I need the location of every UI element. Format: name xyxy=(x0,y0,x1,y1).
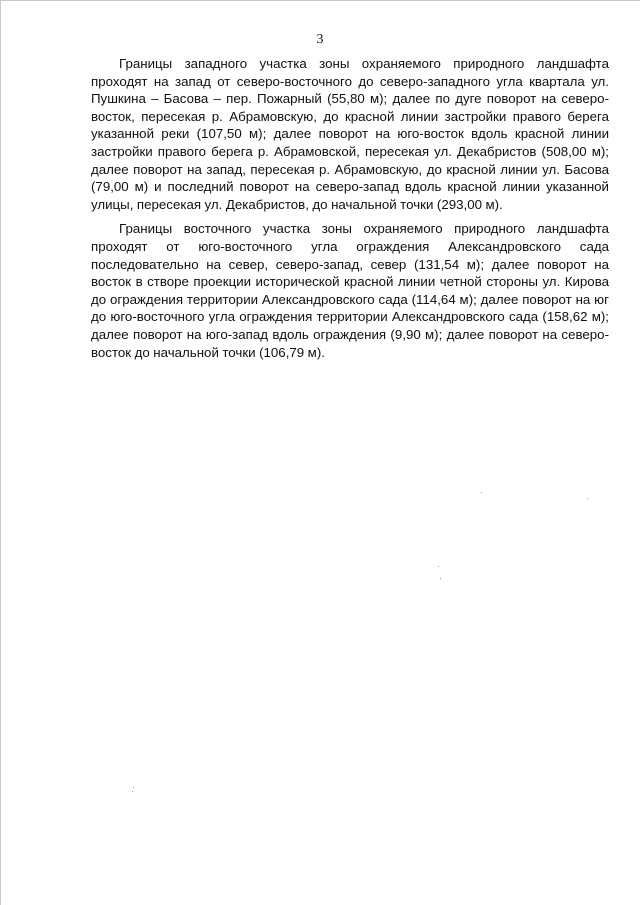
paragraph-eastern-section: Границы восточного участка зоны охраняемого природного ландшафта проходят от юго-восточного угла ограждения Александровского сада последовательно на север, северо-запад, север (131,54 м); далее поворот на восток в створе проекции исторической красной линии четной стороны ул. Кирова до ограждения территории Александровского сада (114,64 м); далее поворот на юг до юго-восточного угла ограждения территории Александровского сада (158,62 м); далее поворот на юго-запад вдоль ограждения (9,90 м); далее поворот на северо-восток до начальной точки (106,79 м). xyxy=(91,221,609,360)
scan-speck xyxy=(440,578,441,579)
scan-speck xyxy=(133,787,134,788)
scan-edge-left xyxy=(0,0,1,905)
scan-speck xyxy=(438,566,439,567)
document-body xyxy=(91,55,609,368)
scan-speck xyxy=(481,492,482,493)
page-number: 3 xyxy=(316,32,324,47)
scan-speck xyxy=(132,791,133,792)
scan-edge-top xyxy=(0,0,640,1)
paragraph-western-section: Границы западного участка зоны охраняемого природного ландшафта проходят на запад от северо-восточного до северо-западного угла квартала ул. Пушкина – Басова – пер. Пожарный (55,80 м); далее по дуге поворот на северо-восток, пересекая р. Абрамовскую, до красной линии застройки правого берега указанной реки (107,50 м); далее поворот на юго-восток вдоль красной линии застройки правого берега р. Абрамовской, пересекая ул. Декабристов (508,00 м); далее поворот на запад, пересекая р. Абрамовскую, до красной линии ул. Басова (79,00 м) и последний поворот на северо-запад вдоль красной линии указанной улицы, пересекая ул. Декабристов, до начальной точки (293,00 м). xyxy=(91,56,609,212)
scan-speck xyxy=(587,498,588,499)
